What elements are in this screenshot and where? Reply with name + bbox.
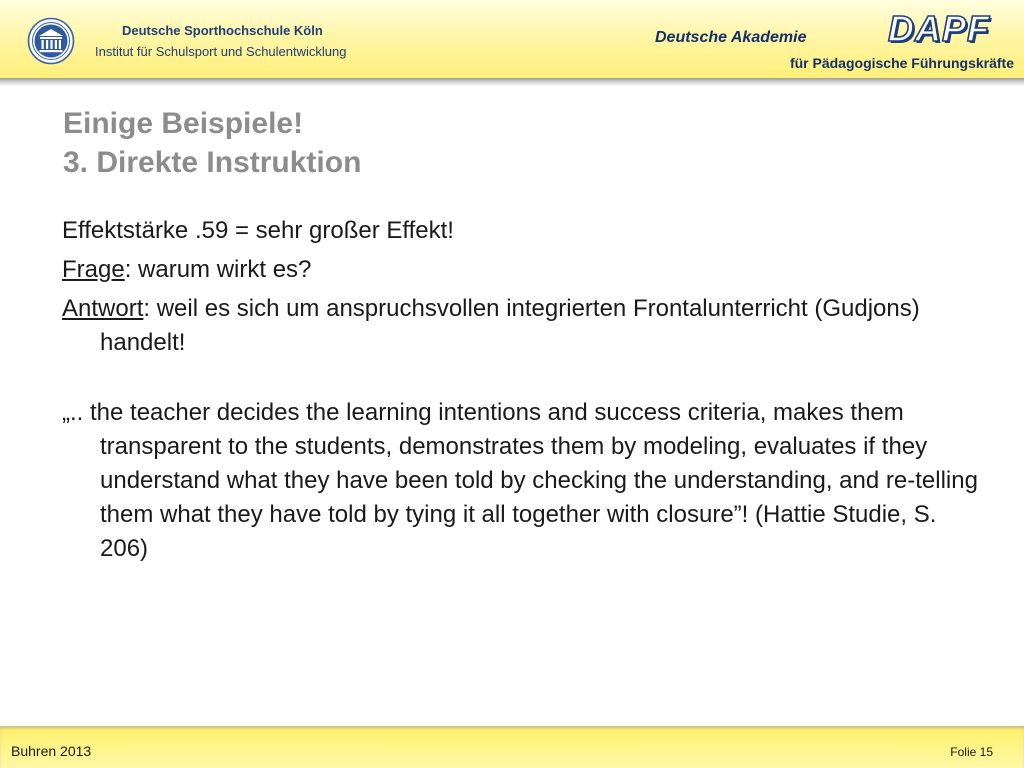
hattie-quote	[62, 396, 982, 566]
header-band	[0, 0, 1024, 78]
hattie-quote-text: „.. the teacher decides the learning intentions and success criteria, makes them transparent to the students, demonstrates them by modeling, evaluates if they understand what they have been told by checking the understanding, and re-telling them what they have told by tying it all together with closure”! (Hattie Studie, S. 206)	[62, 399, 978, 562]
slide-title-line-2: 3. Direkte Instruktion	[63, 146, 362, 179]
institute-name: Institut für Schulsport und Schulentwicklung	[95, 44, 347, 59]
dapf-logo: DAPF	[888, 8, 990, 49]
header-divider	[0, 78, 1024, 86]
answer-label: Antwort	[62, 295, 144, 322]
slide-content	[62, 214, 982, 571]
university-seal-icon	[27, 17, 75, 65]
university-name: Deutsche Sporthochschule Köln	[122, 23, 323, 38]
slide-title-line-1: Einige Beispiele!	[63, 107, 304, 140]
answer-line	[62, 292, 982, 360]
academy-subtitle: für Pädagogische Führungskräfte	[789, 55, 1014, 71]
question-text: : warum wirkt es?	[124, 256, 312, 283]
footer-band	[0, 726, 1024, 768]
academy-name: Deutsche Akademie	[655, 29, 807, 46]
slide-title	[63, 104, 361, 182]
question-label: Frage	[62, 256, 125, 283]
question-line	[62, 253, 982, 287]
effect-size-line	[62, 214, 982, 248]
slide-number: Folie 15	[950, 745, 993, 759]
effect-size-text: Effektstärke .59 = sehr großer Effekt!	[62, 217, 454, 244]
footer-author: Buhren 2013	[11, 743, 92, 759]
answer-text: : weil es sich um anspruchsvollen integrierten Frontalunterricht (Gudjons) handelt!	[100, 295, 920, 356]
